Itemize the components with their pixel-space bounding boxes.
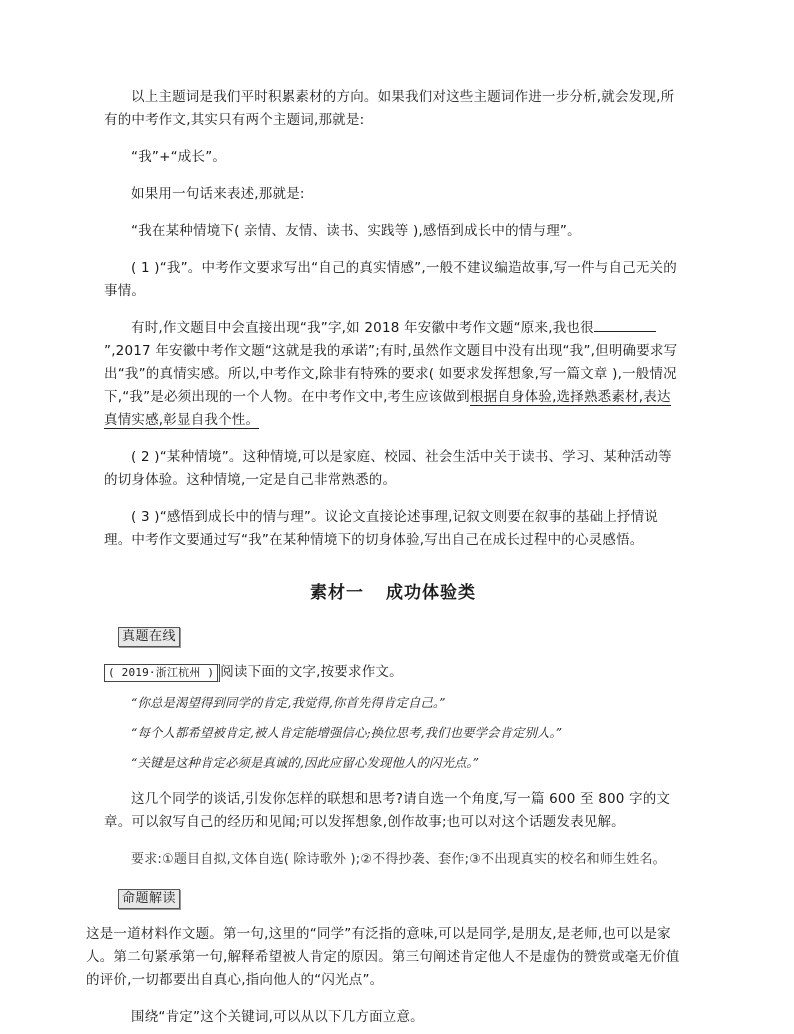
- exam-prompt: [104, 661, 682, 684]
- point-2: ( 2 )“某种情境”。这种情境,可以是家庭、校园、社会生活中关于读书、学习、某种活动等的切身体验。这种情境,一定是自己非常熟悉的。: [104, 449, 672, 488]
- point-1-detail: [104, 317, 682, 432]
- exam-tag: 真题在线: [118, 627, 180, 647]
- intro-keywords: “我”+“成长”。: [131, 149, 227, 165]
- section-title-b: 成功体验类: [386, 583, 476, 603]
- exam-quote-3: “关键是这种肯定必须是真诚的,因此应留心发现他人的闪光点。”: [131, 755, 480, 770]
- exam-requirements: 要求:①题目自拟,文体自选( 除诗歌外 );②不得抄袭、套作;③不出现真实的校名和师生姓名。: [131, 852, 666, 867]
- section-title-a: 素材一: [310, 583, 364, 603]
- section-title: [104, 578, 682, 603]
- analysis-paragraph: 这是一道材料作文题。第一句,这里的“同学”有泛指的意味,可以是同学,是朋友,是老师,也可以是家人。第二句紧承第一句,解释希望被人肯定的原因。第三句阐述肯定他人不是虚伪的赞赏或毫无价值的评价,一切都要出自真心,指向他人的“闪光点”。: [86, 926, 680, 988]
- analysis-tag-row: [118, 887, 682, 909]
- point-1-detail-a: 有时,作文题目中会直接出现“我”字,如 2018 年安徽中考作文题“原来,我也很: [131, 320, 594, 336]
- analysis-paragraph-2: 围绕“肯定”这个关键词,可以从以下几方面立意。: [131, 1009, 424, 1025]
- intro-paragraph-2: 如果用一句话来表述,那就是:: [131, 186, 305, 202]
- point-1-detail-b: ”,2017 年安徽中考作文题“这就是我的承诺”;有时,虽然作文题目中没有出现“我”,但明确要求写出“我”的真情实感。所以,中考作文,除非有特殊的要求( 如要求发挥想象,写一篇文章 ),一般情况下,“我”是必须出现的一个人物。在中考作文中,考生应该做到: [104, 343, 678, 405]
- intro-paragraph: 以上主题词是我们平时积累素材的方向。如果我们对这些主题词作进一步分析,就会发现,所有的中考作文,其实只有两个主题词,那就是:: [104, 89, 675, 128]
- exam-instruction: 阅读下面的文字,按要求作文。: [220, 664, 403, 680]
- analysis-tag: 命题解读: [118, 889, 180, 909]
- exam-tag-row: [118, 625, 682, 647]
- exam-quote-2: “每个人都希望被肯定,被人肯定能增强信心;换位思考,我们也要学会肯定别人。”: [131, 725, 563, 740]
- exam-task: 这几个同学的谈话,引发你怎样的联想和思考?请自选一个角度,写一篇 600 至 800 字的文章。可以叙写自己的经历和见闻;可以发挥想象,创作故事;也可以对这个话题发表见解。: [104, 791, 671, 830]
- fill-blank: [594, 317, 656, 332]
- document-page: [86, 86, 682, 1029]
- exam-quote-1: “你总是渴望得到同学的肯定,我觉得,你首先得肯定自己。”: [131, 695, 446, 710]
- point-1-detail-c: 根据自身体验,选择熟悉素材,表达真情实感,彰显自我个性。: [104, 389, 671, 428]
- point-3: ( 3 )“感悟到成长中的情与理”。议论文直接论述事理,记叙文则要在叙事的基础上抒情说理。中考作文要通过写“我”在某种情境下的切身体验,写出自己在成长过程中的心灵感悟。: [104, 509, 659, 548]
- intro-summary: “我在某种情境下( 亲情、友情、读书、实践等 ),感悟到成长中的情与理”。: [131, 223, 581, 239]
- exam-source: ( 2019·浙江杭州 ): [104, 664, 220, 682]
- point-1: ( 1 )“我”。中考作文要求写出“自己的真实情感”,一般不建议编造故事,写一件与自己无关的事情。: [104, 260, 677, 299]
